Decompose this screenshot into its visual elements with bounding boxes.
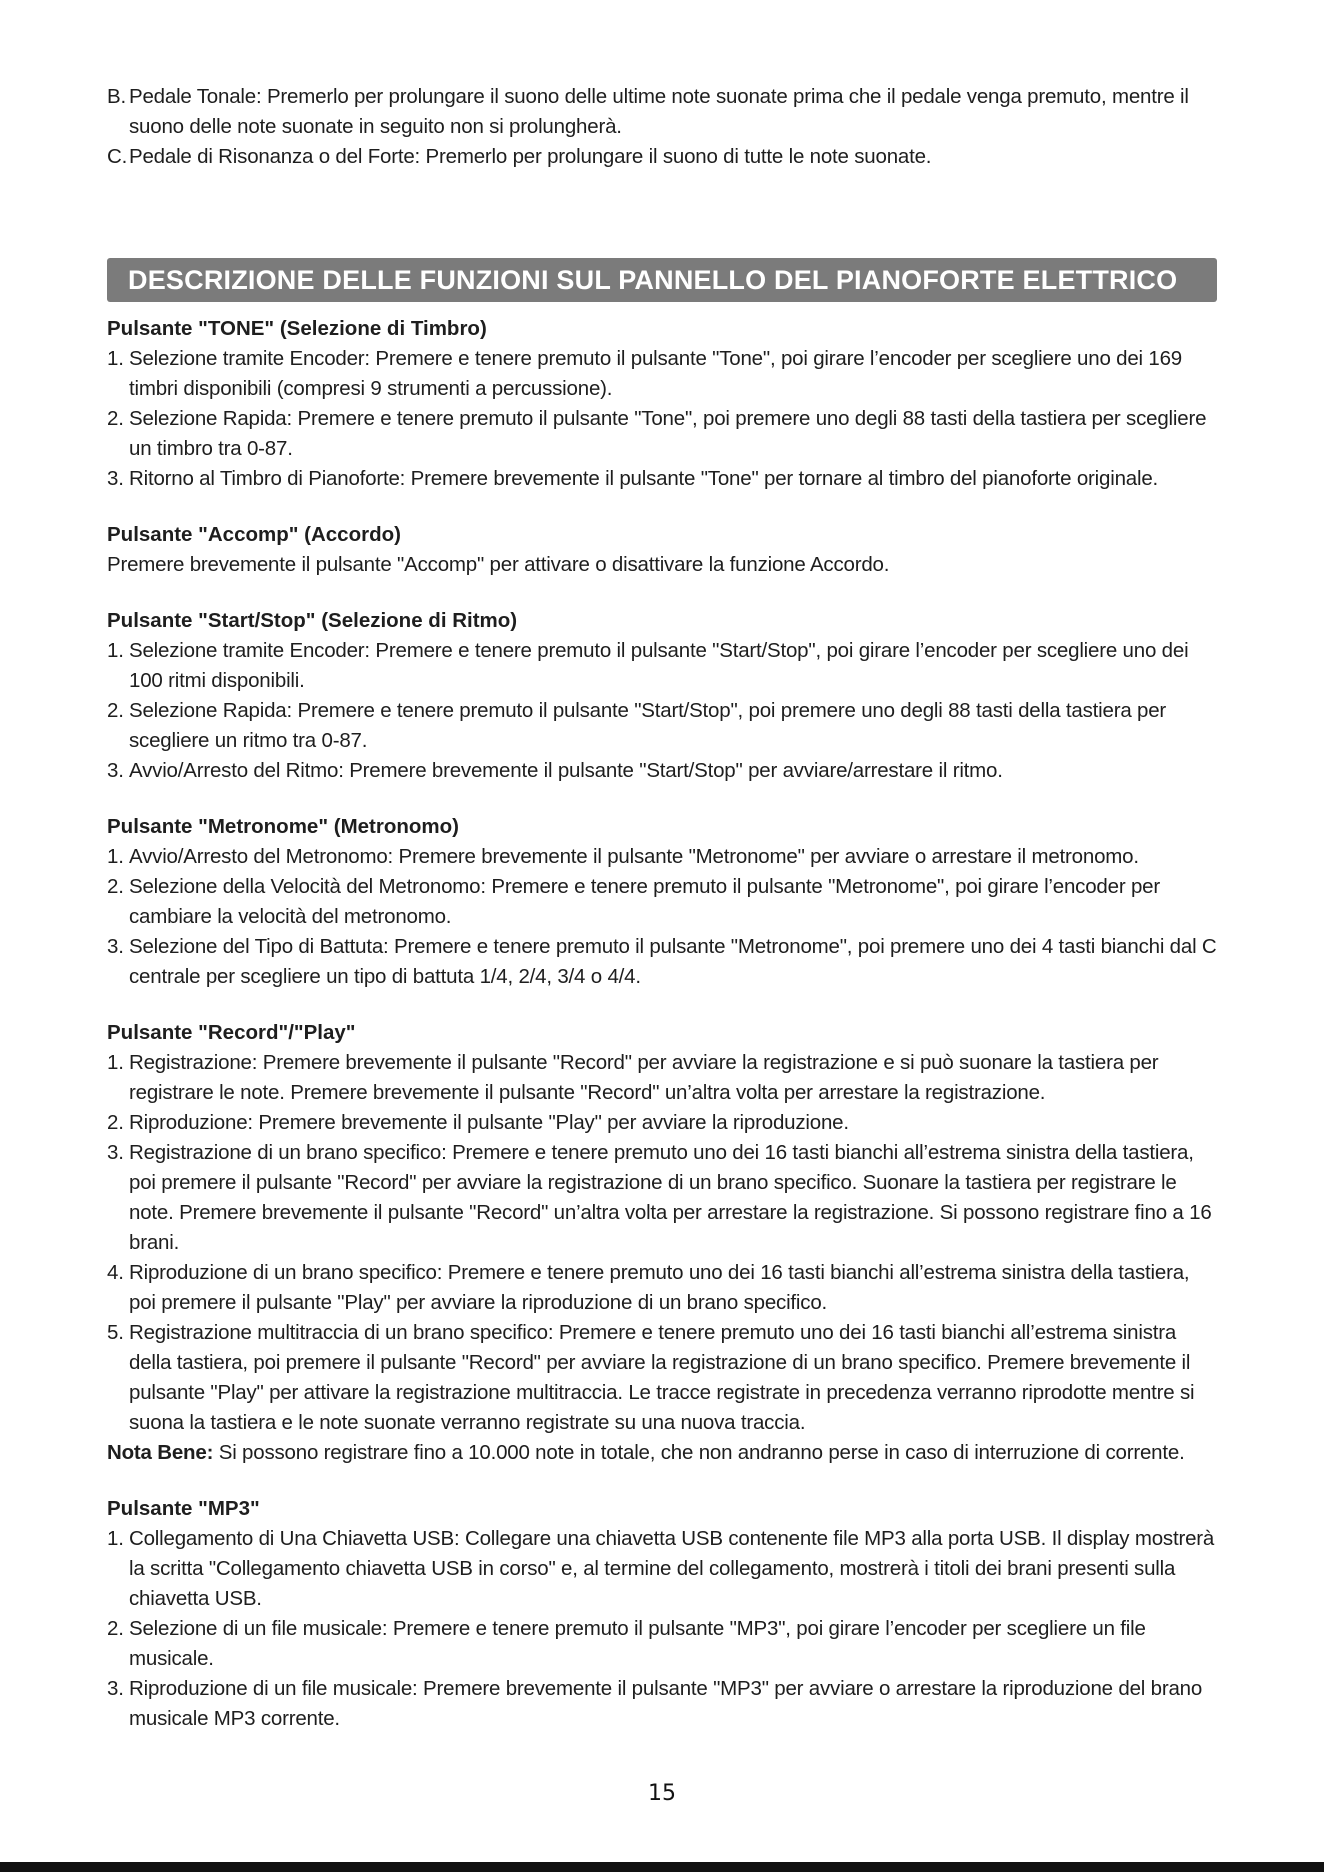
section-tone <box>107 314 1217 494</box>
note-label: Nota Bene: <box>107 1441 214 1464</box>
item-text: Riproduzione: Premere brevemente il pulsante "Play" per avviare la riproduzione. <box>129 1111 849 1134</box>
item-label: 1. <box>107 639 124 662</box>
list-item <box>107 636 1217 696</box>
list-item <box>107 344 1217 404</box>
section-list <box>107 636 1217 786</box>
section-title: Pulsante "Accomp" (Accordo) <box>107 523 401 546</box>
section-paragraph: Premere brevemente il pulsante "Accomp" per attivare o disattivare la funzione Accordo. <box>107 553 890 576</box>
section-title: Pulsante "Metronome" (Metronomo) <box>107 815 460 838</box>
item-label: 1. <box>107 1527 124 1550</box>
list-item <box>107 82 1217 142</box>
item-text: Avvio/Arresto del Ritmo: Premere brevemente il pulsante "Start/Stop" per avviare/arrestare il ritmo. <box>129 759 1003 782</box>
item-label: C. <box>107 145 128 168</box>
item-label: 3. <box>107 759 124 782</box>
section-list <box>107 1048 1217 1438</box>
section-mp3 <box>107 1494 1217 1734</box>
item-text: Pedale Tonale: Premerlo per prolungare il suono delle ultime note suonate prima che il pedale venga premuto, mentre il suono delle note suonate in seguito non si prolungherà. <box>129 85 1189 138</box>
list-item <box>107 696 1217 756</box>
item-label: 2. <box>107 1111 124 1134</box>
item-text: Selezione della Velocità del Metronomo: Premere e tenere premuto il pulsante "Metronome", poi girare l’encoder per cambiare la velocità del metronomo. <box>129 875 1160 928</box>
item-text: Registrazione: Premere brevemente il pulsante "Record" per avviare la registrazione e si può suonare la tastiera per registrare le note. Premere brevemente il pulsante "Record" un’altra volta per arrestare la registrazione. <box>129 1051 1159 1104</box>
section-title: Pulsante "TONE" (Selezione di Timbro) <box>107 317 487 340</box>
list-item <box>107 756 1217 786</box>
item-text: Selezione Rapida: Premere e tenere premuto il pulsante "Tone", poi premere uno degli 88 tasti della tastiera per scegliere un timbro tra 0-87. <box>129 407 1207 460</box>
section-title: Pulsante "MP3" <box>107 1497 260 1520</box>
list-item <box>107 872 1217 932</box>
section-record-play <box>107 1018 1217 1468</box>
item-label: 5. <box>107 1321 124 1344</box>
section-list <box>107 1524 1217 1734</box>
item-text: Ritorno al Timbro di Pianoforte: Premere brevemente il pulsante "Tone" per tornare al timbro del pianoforte originale. <box>129 467 1159 490</box>
list-item <box>107 1258 1217 1318</box>
item-text: Riproduzione di un file musicale: Premere brevemente il pulsante "MP3" per avviare o arrestare la riproduzione del brano musicale MP3 corrente. <box>129 1677 1203 1730</box>
section-title: Pulsante "Start/Stop" (Selezione di Ritmo) <box>107 609 518 632</box>
page-number: 15 <box>648 1781 676 1806</box>
list-item <box>107 142 1217 172</box>
list-item <box>107 932 1217 992</box>
item-text: Collegamento di Una Chiavetta USB: Collegare una chiavetta USB contenente file MP3 alla porta USB. Il display mostrerà la scritta "Collegamento chiavetta USB in corso" e, al termine del collegamento, mostrerà i titoli dei brani presenti sulla chiavetta USB. <box>129 1527 1215 1610</box>
item-text: Selezione tramite Encoder: Premere e tenere premuto il pulsante "Tone", poi girare l’encoder per scegliere uno dei 169 timbri disponibili (compresi 9 strumenti a percussione). <box>129 347 1183 400</box>
item-label: 3. <box>107 467 124 490</box>
item-text: Registrazione multitraccia di un brano specifico: Premere e tenere premuto uno dei 16 tasti bianchi all’estrema sinistra della tastiera, poi premere il pulsante "Record" per avviare la registrazione di un brano specifico. Premere brevemente il pulsante "Play" per attivare la registrazione multitraccia. Le tracce registrate in precedenza verranno riprodotte mentre si suona la tastiera e le note suonate verranno registrate su una nuova traccia. <box>129 1321 1195 1434</box>
section-start-stop <box>107 606 1217 786</box>
section-title: Pulsante "Record"/"Play" <box>107 1021 356 1044</box>
section-banner: DESCRIZIONE DELLE FUNZIONI SUL PANNELLO DEL PIANOFORTE ELETTRICO <box>107 258 1217 302</box>
manual-page <box>107 82 1217 1734</box>
item-text: Pedale di Risonanza o del Forte: Premerlo per prolungare il suono di tutte le note suonate. <box>129 145 932 168</box>
intro-list <box>107 82 1217 172</box>
item-label: 2. <box>107 875 124 898</box>
note-paragraph <box>107 1438 1217 1468</box>
list-item <box>107 464 1217 494</box>
section-metronome <box>107 812 1217 992</box>
item-text: Avvio/Arresto del Metronomo: Premere brevemente il pulsante "Metronome" per avviare o arrestare il metronomo. <box>129 845 1139 868</box>
item-label: 3. <box>107 1677 124 1700</box>
note-text: Si possono registrare fino a 10.000 note in totale, che non andranno perse in caso di interruzione di corrente. <box>218 1441 1185 1464</box>
item-text: Selezione tramite Encoder: Premere e tenere premuto il pulsante "Start/Stop", poi girare l’encoder per scegliere uno dei 100 ritmi disponibili. <box>129 639 1189 692</box>
item-text: Selezione del Tipo di Battuta: Premere e tenere premuto il pulsante "Metronome", poi premere uno dei 4 tasti bianchi dal C centrale per scegliere un tipo di battuta 1/4, 2/4, 3/4 o 4/4. <box>129 935 1217 988</box>
list-item <box>107 1108 1217 1138</box>
list-item <box>107 1614 1217 1674</box>
item-label: 2. <box>107 699 124 722</box>
list-item <box>107 1674 1217 1734</box>
list-item <box>107 842 1217 872</box>
section-list <box>107 842 1217 992</box>
item-label: B. <box>107 85 126 108</box>
item-label: 1. <box>107 347 124 370</box>
item-text: Selezione di un file musicale: Premere e tenere premuto il pulsante "MP3", poi girare l’encoder per scegliere un file musicale. <box>129 1617 1146 1670</box>
item-label: 3. <box>107 1141 124 1164</box>
list-item <box>107 1048 1217 1108</box>
section-list <box>107 344 1217 494</box>
bottom-rule <box>0 1862 1324 1872</box>
item-text: Selezione Rapida: Premere e tenere premuto il pulsante "Start/Stop", poi premere uno degli 88 tasti della tastiera per scegliere un ritmo tra 0-87. <box>129 699 1167 752</box>
list-item <box>107 1138 1217 1258</box>
item-label: 2. <box>107 407 124 430</box>
item-label: 2. <box>107 1617 124 1640</box>
section-accomp <box>107 520 1217 580</box>
list-item <box>107 1318 1217 1438</box>
list-item <box>107 1524 1217 1614</box>
item-text: Riproduzione di un brano specifico: Premere e tenere premuto uno dei 16 tasti bianchi all’estrema sinistra della tastiera, poi premere il pulsante "Play" per avviare la riproduzione di un brano specifico. <box>129 1261 1190 1314</box>
list-item <box>107 404 1217 464</box>
item-label: 3. <box>107 935 124 958</box>
item-label: 1. <box>107 845 124 868</box>
item-label: 1. <box>107 1051 124 1074</box>
item-text: Registrazione di un brano specifico: Premere e tenere premuto uno dei 16 tasti bianchi all’estrema sinistra della tastiera, poi premere il pulsante "Record" per avviare la registrazione di un brano specifico. Suonare la tastiera per registrare le note. Premere brevemente il pulsante "Record" un’altra volta per arrestare la registrazione. Si possono registrare fino a 16 brani. <box>129 1141 1212 1254</box>
item-label: 4. <box>107 1261 124 1284</box>
